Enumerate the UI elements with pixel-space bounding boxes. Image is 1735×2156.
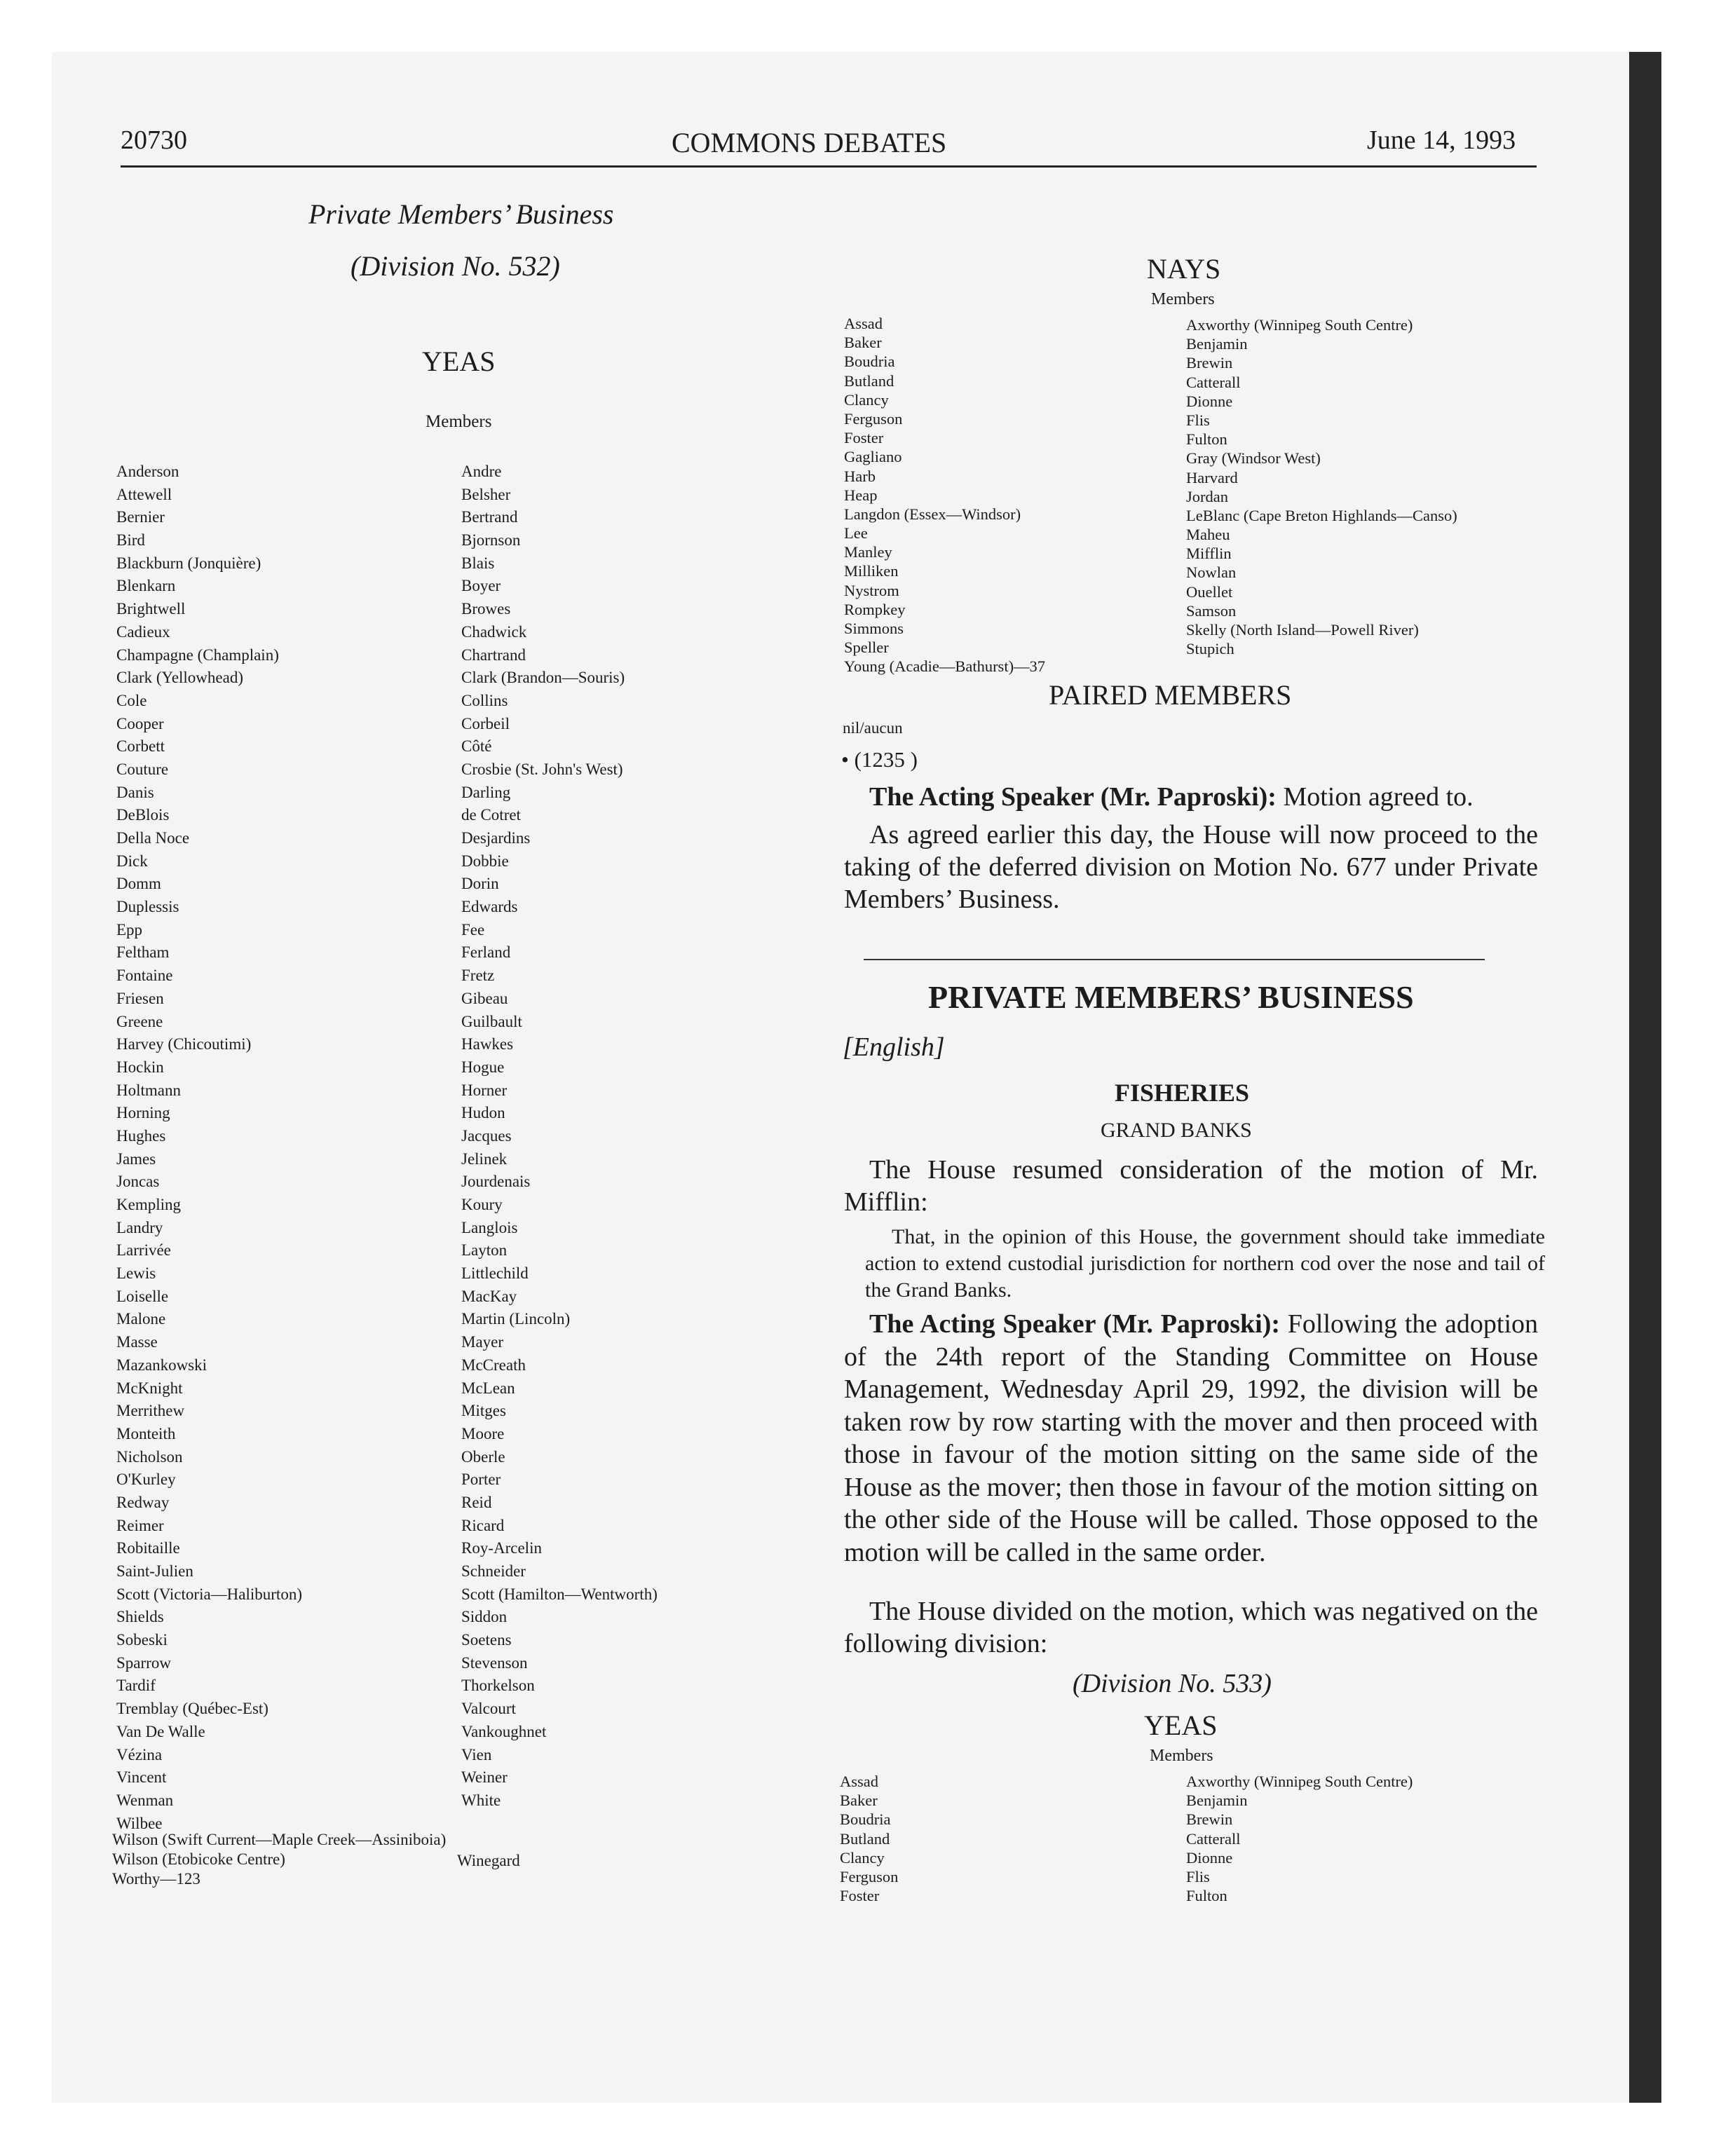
yeas-member-name: Wilbee bbox=[116, 1814, 163, 1832]
yeas-member-name: Dobbie bbox=[461, 852, 509, 870]
speaker-paragraph-2 bbox=[844, 1308, 1538, 1569]
yeas-member-name: White bbox=[461, 1791, 501, 1809]
yeas2-member-name: Catterall bbox=[1186, 1829, 1241, 1848]
yeas-member-name: Jelinek bbox=[461, 1149, 508, 1168]
yeas2-member-name: Flis bbox=[1186, 1867, 1210, 1885]
proceed-paragraph: As agreed earlier this day, the House will now proceed to the taking of the deferred division on Motion No. 677 under Private Members’ Business. bbox=[844, 820, 1538, 914]
yeas-member-name: Stevenson bbox=[461, 1653, 528, 1672]
nays-member-name: Nystrom bbox=[844, 581, 899, 599]
yeas-member-name: Hughes bbox=[116, 1126, 166, 1145]
fisheries-heading: FISHERIES bbox=[1115, 1079, 1250, 1107]
yeas-member-name: Larrivée bbox=[116, 1241, 171, 1260]
nays-list-col1 bbox=[844, 314, 1045, 676]
yeas2-list-col1 bbox=[840, 1772, 898, 1905]
yeas-member-name: Weiner bbox=[461, 1768, 508, 1787]
yeas-member-name: Gibeau bbox=[461, 989, 508, 1007]
yeas-member-name: Côté bbox=[461, 737, 492, 756]
yeas-member-name: Moore bbox=[461, 1424, 505, 1442]
speaker-text: Following the adoption of the 24th report of the Standing Committee on House Management, Wednesday April 29, 1992, the division will be taken row by row starting with the mover and then proceed with those in favour of the motion sitting on the same side of the House as the mover; then those in favour of the motion sitting on the other side of the House will be called. Those opposed to the motion will be called in the same order. bbox=[844, 1309, 1539, 1567]
yeas-member-name: Bertrand bbox=[461, 508, 518, 526]
yeas-member-name: Vincent bbox=[116, 1768, 167, 1787]
yeas-member-name: Fontaine bbox=[116, 967, 173, 985]
yeas-member-name: Shields bbox=[116, 1608, 164, 1626]
yeas-member-name: Boyer bbox=[461, 577, 501, 595]
yeas-member-name: Clark (Yellowhead) bbox=[116, 669, 243, 687]
nays-member-name: Skelly (North Island—Powell River) bbox=[1186, 621, 1419, 639]
yeas-member-name: Bernier bbox=[116, 508, 165, 526]
yeas-member-name: Chartrand bbox=[461, 646, 526, 664]
publication-title: COMMONS DEBATES bbox=[672, 127, 947, 158]
nays-member-name: Dionne bbox=[1186, 392, 1233, 410]
grand-banks-heading: GRAND BANKS bbox=[1101, 1119, 1252, 1142]
nays-member-name: LeBlanc (Cape Breton Highlands—Canso) bbox=[1186, 506, 1457, 524]
yeas-member-name: Van De Walle bbox=[116, 1722, 205, 1740]
paired-value: nil/aucun bbox=[843, 719, 903, 737]
yeas-member-name: Landry bbox=[116, 1218, 163, 1236]
yeas-member-name: Della Noce bbox=[116, 829, 190, 847]
yeas-list-col2 bbox=[461, 460, 658, 1813]
nays-member-name: Jordan bbox=[1186, 487, 1228, 505]
yeas-member-name: Littlechild bbox=[461, 1264, 529, 1283]
yeas-member-name: DeBlois bbox=[116, 806, 170, 824]
nays-member-name: Gagliano bbox=[844, 448, 902, 466]
yeas-member-name: Sobeski bbox=[116, 1631, 168, 1649]
yeas-member-name: Cooper bbox=[116, 714, 164, 732]
nays-member-name: Fulton bbox=[1186, 430, 1227, 449]
yeas-member-name: Valcourt bbox=[461, 1700, 516, 1718]
yeas-member-name: Danis bbox=[116, 783, 154, 801]
paired-heading: PAIRED MEMBERS bbox=[1049, 679, 1292, 711]
yeas-member-name: Layton bbox=[461, 1241, 508, 1260]
yeas2-list-col2 bbox=[1186, 1772, 1413, 1905]
nays-member-name: Simmons bbox=[844, 620, 904, 637]
nays-member-name: Flis bbox=[1186, 411, 1210, 429]
nays-member-name: Milliken bbox=[844, 562, 899, 580]
yeas-member-name: Cole bbox=[116, 691, 147, 709]
nays-member-name: Harb bbox=[844, 467, 876, 485]
yeas-member-name: Thorkelson bbox=[461, 1677, 535, 1695]
yeas-list-col1 bbox=[116, 460, 302, 1835]
yeas-member-name: Hogue bbox=[461, 1058, 505, 1076]
yeas-member-name: Scott (Victoria—Haliburton) bbox=[116, 1585, 302, 1603]
nays-member-name: Rompkey bbox=[844, 600, 906, 618]
yeas-member-name: Masse bbox=[116, 1333, 158, 1351]
nays-member-name: Samson bbox=[1186, 601, 1237, 620]
yeas-member-name: Reid bbox=[461, 1493, 492, 1511]
yeas-member-name: McKnight bbox=[116, 1379, 183, 1397]
yeas-member-name: Joncas bbox=[116, 1173, 160, 1191]
nays-member-name: Mifflin bbox=[1186, 545, 1232, 563]
yeas-member-name: Porter bbox=[461, 1471, 501, 1489]
yeas-member-name: Loiselle bbox=[116, 1287, 169, 1305]
yeas-member-name: Mazankowski bbox=[116, 1356, 207, 1374]
yeas-member-name: Tremblay (Québec-Est) bbox=[116, 1700, 268, 1718]
yeas2-member-name: Brewin bbox=[1186, 1810, 1233, 1829]
yeas-member-name: Nicholson bbox=[116, 1447, 183, 1466]
pmb-heading: PRIVATE MEMBERS’ BUSINESS bbox=[928, 979, 1414, 1015]
nays-member-name: Harvard bbox=[1186, 468, 1238, 486]
yeas-member-name: Hawkes bbox=[461, 1035, 514, 1053]
nays-member-name: Assad bbox=[844, 315, 883, 332]
yeas-member-name: Kempling bbox=[116, 1196, 181, 1213]
yeas-member-name: Redway bbox=[116, 1493, 170, 1511]
nays-member-name: Baker bbox=[844, 334, 882, 352]
yeas-member-name: Fretz bbox=[461, 967, 495, 985]
yeas-name-wilson-swift-current: Wilson (Swift Current—Maple Creek—Assiniboia) bbox=[112, 1831, 447, 1848]
yeas-member-name: Duplessis bbox=[116, 898, 179, 916]
yeas-name-winegard: Winegard bbox=[457, 1852, 520, 1869]
nays-member-name: Nowlan bbox=[1186, 564, 1237, 582]
yeas-member-name: Crosbie (St. John's West) bbox=[461, 760, 623, 778]
yeas-member-name: Lewis bbox=[116, 1264, 156, 1283]
yeas-name-wilson-etobicoke: Wilson (Etobicoke Centre) bbox=[112, 1850, 285, 1868]
nays-member-name: Speller bbox=[844, 639, 889, 657]
yeas-member-name: Epp bbox=[116, 920, 143, 939]
yeas2-member-name: Benjamin bbox=[1186, 1792, 1248, 1810]
yeas2-member-name: Baker bbox=[840, 1792, 878, 1810]
division-number-2: (Division No. 533) bbox=[1073, 1669, 1272, 1698]
yeas-member-name: Blackburn (Jonquière) bbox=[116, 554, 261, 572]
yeas-member-name: Anderson bbox=[116, 463, 179, 480]
yeas-member-name: Sparrow bbox=[116, 1653, 171, 1672]
yeas-member-name: Mayer bbox=[461, 1333, 504, 1351]
yeas-member-name: Monteith bbox=[116, 1424, 176, 1442]
nays-member-name: Butland bbox=[844, 371, 894, 390]
scan-edge bbox=[1629, 52, 1661, 2103]
yeas-member-name: Blais bbox=[461, 554, 495, 572]
nays-member-name: Boudria bbox=[844, 353, 895, 371]
nays-member-name: Ouellet bbox=[1186, 582, 1233, 601]
motion-text: That, in the opinion of this House, the government should take immediate action to extend custodial jurisdiction for northern cod over the nose and tail of the Grand Banks. bbox=[865, 1225, 1545, 1302]
yeas-member-name: Darling bbox=[461, 783, 511, 801]
yeas-member-name: Schneider bbox=[461, 1562, 526, 1580]
yeas-member-name: Brightwell bbox=[116, 600, 186, 618]
yeas2-member-name: Boudria bbox=[840, 1810, 891, 1829]
nays-member-name: Heap bbox=[844, 486, 878, 504]
yeas-member-name: Corbett bbox=[116, 737, 165, 756]
yeas-member-name: Holtmann bbox=[116, 1081, 181, 1099]
yeas-member-name: James bbox=[116, 1149, 156, 1168]
yeas-member-name: Hockin bbox=[116, 1058, 164, 1076]
nays-member-name: Maheu bbox=[1186, 526, 1230, 544]
yeas-member-name: O'Kurley bbox=[116, 1471, 176, 1489]
yeas-member-name: Fee bbox=[461, 920, 485, 939]
yeas-heading: YEAS bbox=[422, 346, 496, 377]
yeas-member-name: Jourdenais bbox=[461, 1173, 531, 1191]
yeas-member-name: Malone bbox=[116, 1310, 166, 1328]
yeas-total: Worthy—123 bbox=[112, 1870, 200, 1888]
yeas-member-name: Bird bbox=[116, 531, 145, 550]
yeas-member-name: de Cotret bbox=[461, 806, 521, 824]
page-date: June 14, 1993 bbox=[1367, 125, 1516, 155]
yeas-member-name: Andre bbox=[461, 463, 502, 480]
nays-member-name: Stupich bbox=[1186, 640, 1234, 658]
nays-member-name: Benjamin bbox=[1186, 335, 1248, 353]
resumed-paragraph: The House resumed consideration of the motion of Mr. Mifflin: bbox=[844, 1155, 1538, 1217]
yeas-member-name: Saint-Julien bbox=[116, 1562, 193, 1580]
yeas-member-name: Cadieux bbox=[116, 622, 170, 641]
nays-members-label: Members bbox=[1151, 290, 1215, 308]
yeas-member-name: Merrithew bbox=[116, 1402, 185, 1420]
yeas2-heading: YEAS bbox=[1144, 1710, 1218, 1741]
nays-member-name: Foster bbox=[844, 429, 884, 447]
yeas-member-name: Desjardins bbox=[461, 829, 531, 847]
yeas-member-name: Domm bbox=[116, 875, 161, 893]
nays-member-name: Lee bbox=[844, 524, 868, 543]
divided-paragraph: The House divided on the motion, which was negatived on the following division: bbox=[844, 1597, 1538, 1658]
yeas-member-name: Feltham bbox=[116, 943, 170, 962]
time-marker: • (1235 ) bbox=[841, 747, 918, 772]
yeas-member-name: Robitaille bbox=[116, 1539, 180, 1557]
yeas-member-name: Friesen bbox=[116, 989, 164, 1007]
yeas-member-name: Corbeil bbox=[461, 714, 510, 732]
yeas-member-name: Vézina bbox=[116, 1745, 163, 1763]
yeas-member-name: Vankoughnet bbox=[461, 1722, 547, 1740]
yeas2-member-name: Ferguson bbox=[840, 1867, 899, 1885]
yeas-member-name: Wenman bbox=[116, 1791, 174, 1809]
yeas-member-name: Attewell bbox=[116, 485, 172, 503]
page-number: 20730 bbox=[121, 125, 187, 155]
language-label: [English] bbox=[843, 1032, 945, 1062]
yeas-member-name: Oberle bbox=[461, 1447, 505, 1466]
yeas-member-name: Mitges bbox=[461, 1402, 506, 1420]
yeas-member-name: Vien bbox=[461, 1745, 492, 1763]
yeas2-member-name: Axworthy (Winnipeg South Centre) bbox=[1186, 1773, 1413, 1790]
yeas-member-name: Koury bbox=[461, 1196, 503, 1213]
yeas-member-name: Edwards bbox=[461, 898, 518, 916]
section-heading: Private Members’ Business bbox=[308, 198, 614, 230]
yeas2-member-name: Fulton bbox=[1186, 1887, 1227, 1905]
speaker-name: The Acting Speaker (Mr. Paproski): bbox=[869, 782, 1277, 812]
yeas2-members-label: Members bbox=[1150, 1747, 1213, 1765]
yeas2-member-name: Butland bbox=[840, 1829, 890, 1848]
yeas-member-name: Champagne (Champlain) bbox=[116, 646, 279, 664]
yeas-member-name: Dick bbox=[116, 852, 148, 870]
nays-member-name: Clancy bbox=[844, 390, 889, 409]
nays-list-col2 bbox=[1186, 315, 1457, 658]
yeas-member-name: Harvey (Chicoutimi) bbox=[116, 1035, 252, 1053]
yeas2-member-name: Dionne bbox=[1186, 1848, 1233, 1867]
yeas-member-name: Soetens bbox=[461, 1631, 512, 1649]
yeas-member-name: Roy-Arcelin bbox=[461, 1539, 542, 1557]
speaker-paragraph-1 bbox=[844, 781, 1538, 813]
yeas-member-name: Langlois bbox=[461, 1218, 518, 1236]
nays-member-name: Brewin bbox=[1186, 354, 1233, 372]
yeas-member-name: Horning bbox=[116, 1104, 170, 1122]
nays-member-name: Ferguson bbox=[844, 409, 903, 428]
yeas-member-name: Browes bbox=[461, 600, 511, 618]
section-rule bbox=[864, 959, 1485, 960]
yeas-member-name: Tardif bbox=[116, 1677, 156, 1695]
yeas-member-name: Chadwick bbox=[461, 622, 527, 641]
yeas-member-name: Couture bbox=[116, 760, 169, 778]
division-number: (Division No. 532) bbox=[351, 250, 560, 282]
nays-member-name: Manley bbox=[844, 543, 892, 561]
speaker-name: The Acting Speaker (Mr. Paproski): bbox=[869, 1309, 1281, 1339]
yeas2-member-name: Assad bbox=[840, 1773, 878, 1790]
yeas-member-name: Jacques bbox=[461, 1126, 512, 1145]
yeas-member-name: MacKay bbox=[461, 1287, 517, 1305]
members-label: Members bbox=[426, 412, 492, 431]
yeas2-member-name: Foster bbox=[840, 1887, 880, 1905]
yeas-member-name: Bjornson bbox=[461, 531, 521, 550]
yeas-member-name: Ricard bbox=[461, 1516, 505, 1534]
yeas-member-name: Martin (Lincoln) bbox=[461, 1310, 571, 1328]
yeas-member-name: McLean bbox=[461, 1379, 515, 1397]
yeas-member-name: Siddon bbox=[461, 1608, 508, 1626]
yeas-member-name: Hudon bbox=[461, 1104, 505, 1122]
yeas-member-name: Dorin bbox=[461, 875, 499, 893]
header-rule bbox=[121, 165, 1537, 168]
nays-member-name: Langdon (Essex—Windsor) bbox=[844, 505, 1021, 523]
nays-member-name: Axworthy (Winnipeg South Centre) bbox=[1186, 316, 1413, 334]
yeas-member-name: Reimer bbox=[116, 1516, 164, 1534]
yeas-member-name: Ferland bbox=[461, 943, 511, 962]
yeas-member-name: Greene bbox=[116, 1012, 163, 1030]
yeas-member-name: McCreath bbox=[461, 1356, 526, 1374]
yeas-member-name: Belsher bbox=[461, 485, 511, 503]
nays-member-name: Catterall bbox=[1186, 373, 1241, 391]
nays-member-name: Young (Acadie—Bathurst)—37 bbox=[844, 657, 1046, 676]
yeas-member-name: Collins bbox=[461, 691, 508, 709]
speaker-text: Motion agreed to. bbox=[1276, 782, 1474, 812]
nays-member-name: Gray (Windsor West) bbox=[1186, 449, 1321, 468]
yeas-member-name: Scott (Hamilton—Wentworth) bbox=[461, 1585, 658, 1603]
yeas2-member-name: Clancy bbox=[840, 1848, 885, 1867]
nays-heading: NAYS bbox=[1147, 253, 1221, 285]
yeas-member-name: Clark (Brandon—Souris) bbox=[461, 669, 625, 687]
yeas-member-name: Blenkarn bbox=[116, 577, 176, 595]
yeas-member-name: Horner bbox=[461, 1081, 508, 1099]
yeas-member-name: Guilbault bbox=[461, 1012, 522, 1030]
